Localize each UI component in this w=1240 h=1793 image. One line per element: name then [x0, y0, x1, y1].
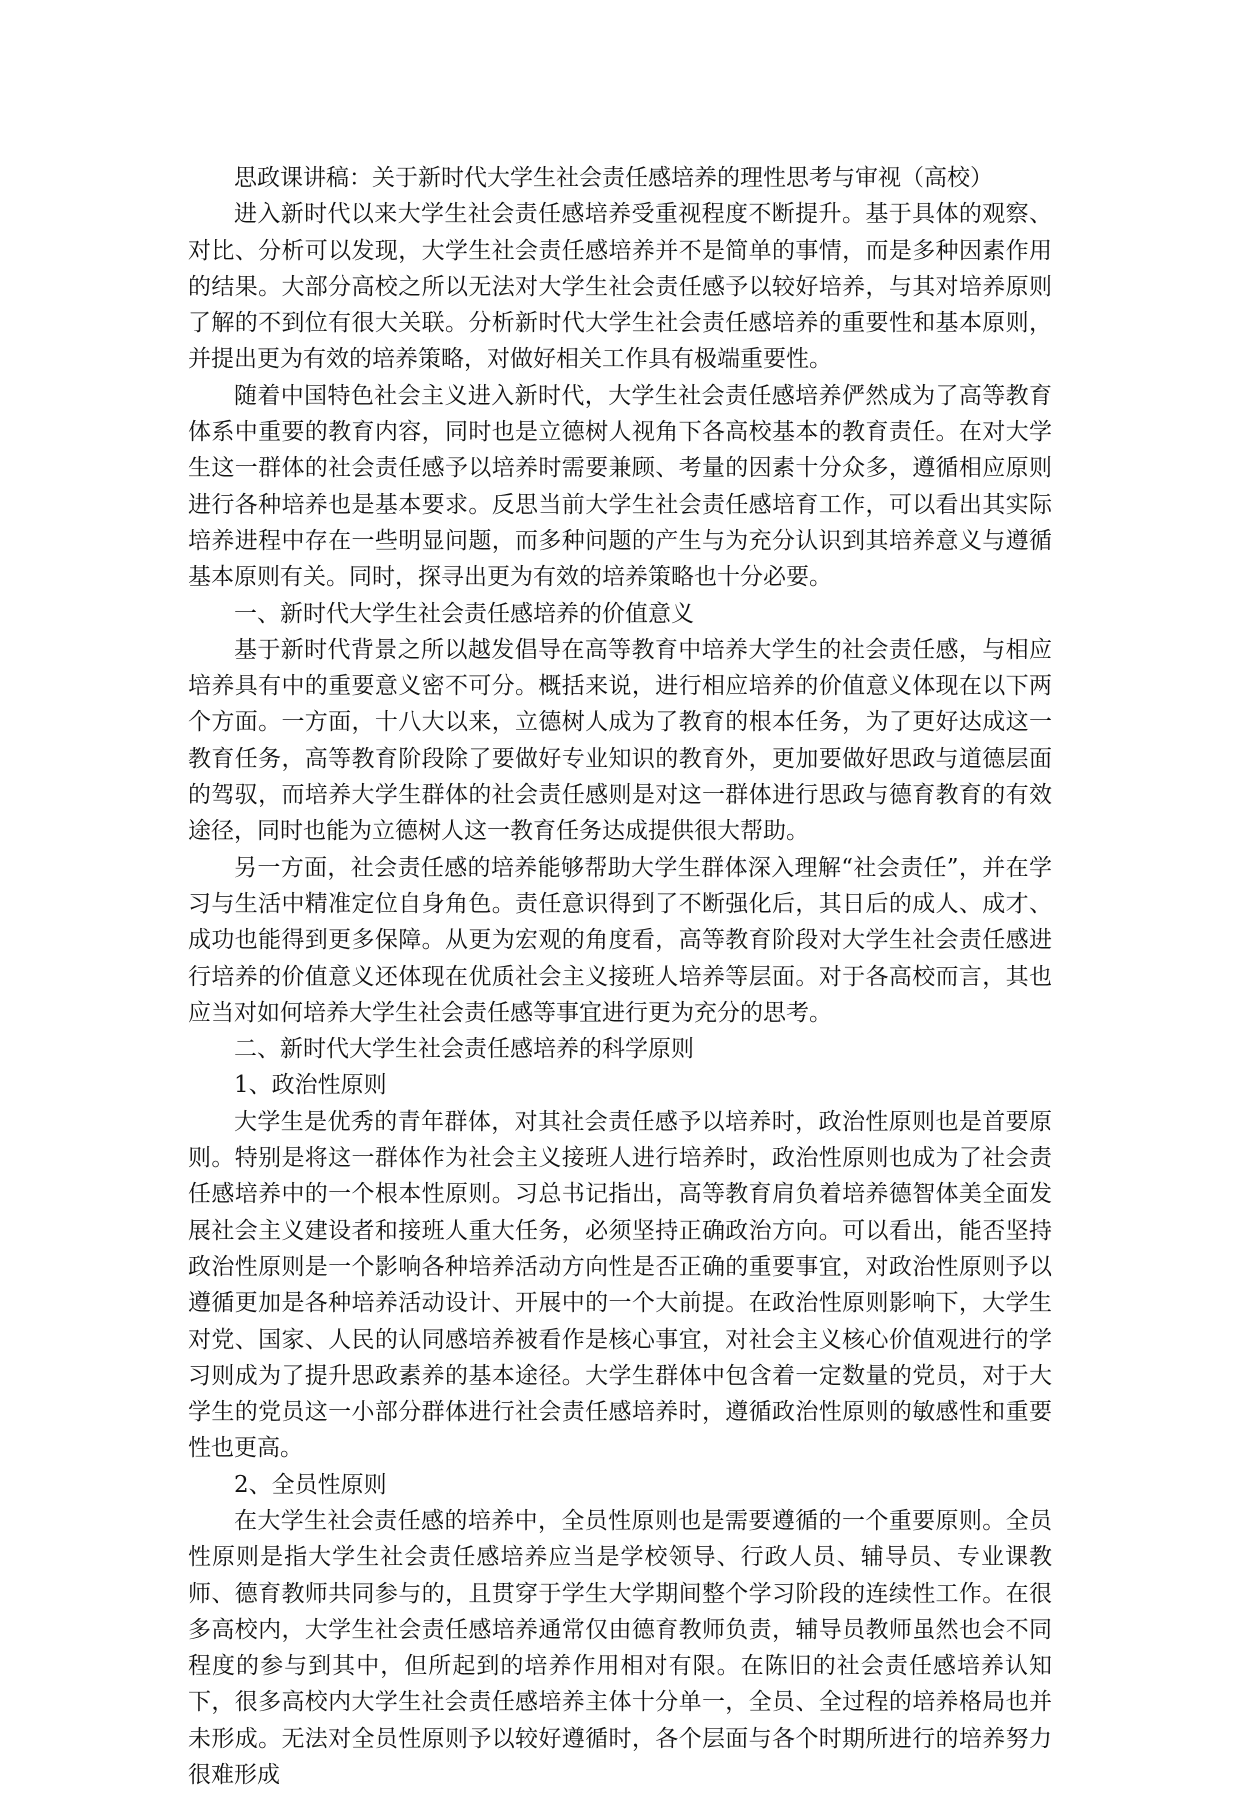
paragraph-intro: 进入新时代以来大学生社会责任感培养受重视程度不断提升。基于具体的观察、对比、分析可以发现，大学生社会责任感培养并不是简单的事情，而是多种因素作用的结果。大部分高校之所以无法对大学生社会责任感予以较好培养，与其对培养原则了解的不到位有很大关联。分析新时代大学生社会责任感培养的重要性和基本原则，并提出更为有效的培养策略，对做好相关工作具有极端重要性。: [188, 201, 1052, 373]
paragraph-background: 随着中国特色社会主义进入新时代，大学生社会责任感培养俨然成为了高等教育体系中重要的教育内容，同时也是立德树人视角下各高校基本的教育责任。在对大学生这一群体的社会责任感予以培养时需要兼顾、考量的因素十分众多，遵循相应原则进行各种培养也是基本要求。反思当前大学生社会责任感培育工作，可以看出其实际培养进程中存在一些明显问题，而多种问题的产生与为充分认识到其培养意义与遵循基本原则有关。同时，探寻出更为有效的培养策略也十分必要。: [188, 382, 1052, 591]
paragraph-value-second: 另一方面，社会责任感的培养能够帮助大学生群体深入理解“社会责任”，并在学习与生活中精准定位自身角色。责任意识得到了不断强化后，其日后的成人、成才、成功也能得到更多保障。从更为宏观的角度看，高等教育阶段对大学生社会责任感进行培养的价值意义还体现在优质社会主义接班人培养等层面。对于各高校而言，其也应当对如何培养大学生社会责任感等事宜进行更为充分的思考。: [188, 854, 1052, 1026]
paragraph-all-staff: 在大学生社会责任感的培养中，全员性原则也是需要遵循的一个重要原则。全员性原则是指大学生社会责任感培养应当是学校领导、行政人员、辅导员、专业课教师、德育教师共同参与的，且贯穿于学生大学期间整个学习阶段的连续性工作。在很多高校内，大学生社会责任感培养通常仅由德育教师负责，辅导员教师虽然也会不同程度的参与到其中，但所起到的培养作用相对有限。在陈旧的社会责任感培养认知下，很多高校内大学生社会责任感培养主体十分单一，全员、全过程的培养格局也并未形成。无法对全员性原则予以较好遵循时，各个层面与各个时期所进行的培养努力很难形成: [188, 1507, 1052, 1789]
document-body: [188, 160, 1052, 1793]
section-heading-value: 一、新时代大学生社会责任感培养的价值意义: [234, 600, 694, 627]
section-heading-principles: 二、新时代大学生社会责任感培养的科学原则: [234, 1036, 694, 1063]
subheading-political: 1、政治性原则: [234, 1072, 387, 1099]
document-title: 思政课讲稿：关于新时代大学生社会责任感培养的理性思考与审视（高校）: [234, 165, 993, 191]
paragraph-value-first: 基于新时代背景之所以越发倡导在高等教育中培养大学生的社会责任感，与相应培养具有中的重要意义密不可分。概括来说，进行相应培养的价值意义体现在以下两个方面。一方面，十八大以来，立德树人成为了教育的根本任务，为了更好达成这一教育任务，高等教育阶段除了要做好专业知识的教育外，更加要做好思政与道德层面的驾驭，而培养大学生群体的社会责任感则是对这一群体进行思政与德育教育的有效途径，同时也能为立德树人这一教育任务达成提供很大帮助。: [188, 636, 1052, 845]
subheading-all-staff: 2、全员性原则: [234, 1471, 387, 1498]
paragraph-political: 大学生是优秀的青年群体，对其社会责任感予以培养时，政治性原则也是首要原则。特别是将这一群体作为社会主义接班人进行培养时，政治性原则也成为了社会责任感培养中的一个根本性原则。习总书记指出，高等教育肩负着培养德智体美全面发展社会主义建设者和接班人重大任务，必须坚持正确政治方向。可以看出，能否坚持政治性原则是一个影响各种培养活动方向性是否正确的重要事宜，对政治性原则予以遵循更加是各种培养活动设计、开展中的一个大前提。在政治性原则影响下，大学生对党、国家、人民的认同感培养被看作是核心事宜，对社会主义核心价值观进行的学习则成为了提升思政素养的基本途径。大学生群体中包含着一定数量的党员，对于大学生的党员这一小部分群体进行社会责任感培养时，遵循政治性原则的敏感性和重要性也更高。: [188, 1108, 1052, 1462]
